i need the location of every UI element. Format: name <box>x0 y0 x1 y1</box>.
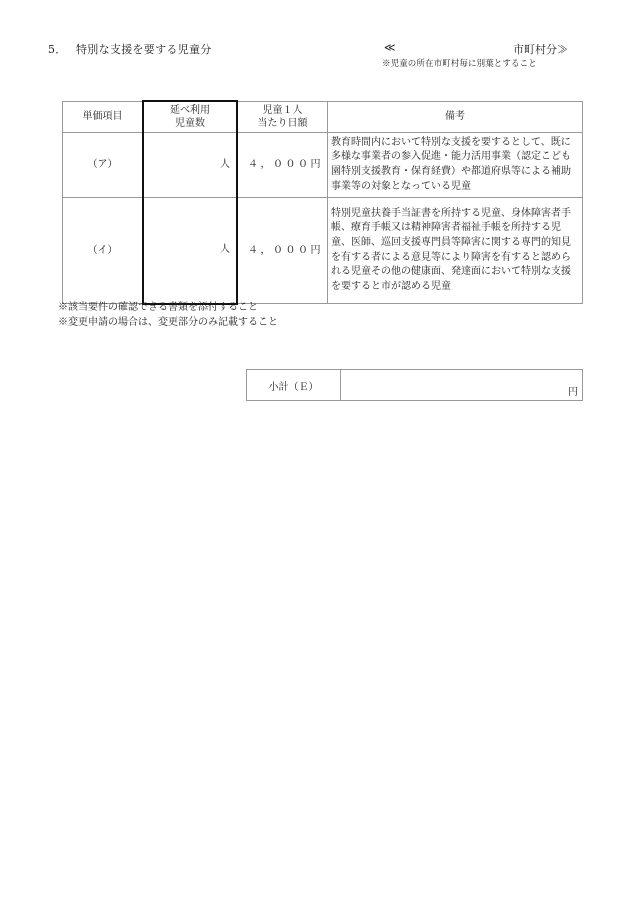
note-change-request: ※変更申請の場合は、変更部分のみ記載すること <box>58 317 278 328</box>
table-row <box>63 133 583 198</box>
table-header-row <box>63 101 583 133</box>
child-count-unit: 人 <box>220 159 230 170</box>
subtotal-unit: 円 <box>568 387 578 398</box>
header-daily-line2: 当たり日額 <box>257 117 308 129</box>
table-row <box>63 198 583 304</box>
header-item: 単価項目 <box>63 101 144 133</box>
header-count-line2: 児童数 <box>175 118 205 129</box>
support-children-table <box>62 100 583 305</box>
note-attach-documents: ※該当要件の確認できる書類を添付すること <box>58 302 258 313</box>
subtotal-label: 小計（Ｅ） <box>247 370 341 401</box>
section-title-text: 特別な支援を要する児童分 <box>76 43 212 56</box>
child-count-input[interactable] <box>143 198 237 304</box>
header-remarks: 備考 <box>328 101 583 133</box>
row-item: （ア） <box>63 133 144 198</box>
row-remarks: 教育時間内において特別な支援を要するとして、既に多様な事業者の参入促進・能力活用事業（認定こども園特別支援教育・保育経費）や都道府県等による補助事業等の対象となっている児童 <box>328 133 583 198</box>
municipality-label: 市町村分≫ <box>513 43 568 56</box>
municipality-open-bracket: ≪ <box>384 41 396 54</box>
daily-amount: ４，０００円 <box>237 133 328 198</box>
header-daily-amount <box>237 101 328 133</box>
section-title <box>48 41 212 57</box>
section-number: 5． <box>48 43 67 56</box>
row-remarks: 特別児童扶養手当証書を所持する児童、身体障害者手帳、療育手帳又は精神障害者福祉手帳を所持する児童、医師、巡回支援専門員等障害に関する専門的知見を有する者による意見等により障害を有すると認められる児童その他の健康面、発達面において特別な支援を要すると市が認める児童 <box>328 198 583 304</box>
daily-amount: ４，０００円 <box>237 198 328 304</box>
child-count-input[interactable] <box>143 133 237 198</box>
header-daily-line1: 児童１人 <box>262 104 303 116</box>
municipality-note: ※児童の所在市町村毎に別葉とすること <box>382 59 537 69</box>
row-item: （イ） <box>63 198 144 304</box>
header-count-line1: 延べ利用 <box>170 105 210 116</box>
child-count-unit: 人 <box>220 244 230 256</box>
subtotal-table <box>246 369 583 401</box>
header-count <box>143 101 237 133</box>
subtotal-input[interactable] <box>341 370 583 401</box>
notes <box>58 300 278 330</box>
